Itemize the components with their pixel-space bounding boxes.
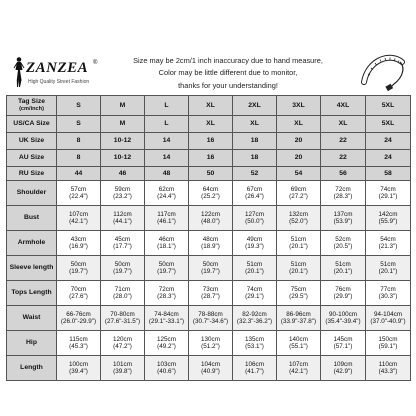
- size-row: [7, 150, 411, 167]
- notice-line: Color may be little different due to monitor,: [158, 68, 298, 78]
- measurement-cell: [366, 231, 411, 256]
- measurement-cell: [101, 331, 145, 356]
- measurement-cell: [233, 256, 277, 281]
- measurement-cell: [277, 231, 321, 256]
- inch-value: (40.9"): [201, 368, 220, 375]
- size-cell: XL: [189, 116, 233, 133]
- size-cell: S: [57, 116, 101, 133]
- measurement-row: [7, 256, 411, 281]
- measurement-cell: [57, 281, 101, 306]
- measurement-cell: [145, 256, 189, 281]
- cm-value: 150cm: [378, 335, 398, 343]
- size-cell: 5XL: [366, 96, 411, 116]
- measurement-cell: [321, 356, 366, 381]
- inch-value: (19.7"): [157, 268, 176, 275]
- inch-value: (27.2"): [289, 193, 308, 200]
- measurement-cell: [189, 231, 233, 256]
- inch-value: (45.3"): [69, 343, 88, 350]
- inch-value: (27.6"-31.5"): [104, 318, 141, 325]
- cm-value: 135cm: [245, 335, 264, 343]
- measurement-cell: [366, 281, 411, 306]
- measurement-cell: [321, 331, 366, 356]
- measurement-cell: [57, 306, 101, 331]
- inch-value: (51.2"): [201, 343, 220, 350]
- inch-value: (29.9"): [333, 293, 353, 300]
- size-cell: 2XL: [233, 96, 277, 116]
- inch-value: (20.1"): [378, 268, 398, 275]
- measurement-cell: [101, 206, 145, 231]
- cm-value: 67cm: [246, 185, 263, 193]
- measurement-row: [7, 206, 411, 231]
- measurement-cell: [101, 256, 145, 281]
- cm-value: 52cm: [335, 235, 351, 243]
- inch-value: (37.0"-40.9"): [370, 318, 406, 325]
- cm-value: 62cm: [158, 185, 175, 193]
- measurement-notice: [102, 55, 354, 92]
- cm-value: 43cm: [70, 235, 87, 243]
- tag-size-row: [7, 96, 411, 116]
- cm-value: 59cm: [114, 185, 131, 193]
- measurement-cell: [233, 331, 277, 356]
- measurement-cell: [277, 181, 321, 206]
- inch-value: (44.1"): [113, 218, 132, 225]
- inch-value: (29.1"): [378, 193, 398, 200]
- cm-value: 74cm: [246, 285, 263, 293]
- measurement-cell: [145, 281, 189, 306]
- inch-value: (41.7"): [245, 368, 264, 375]
- inch-value: (33.9"-37.8"): [280, 318, 317, 325]
- inch-value: (32.3"-36.2"): [236, 318, 273, 325]
- size-cell: 18: [233, 150, 277, 167]
- inch-value: (30.3"): [378, 293, 398, 300]
- size-cell: XL: [277, 116, 321, 133]
- inch-value: (20.1"): [333, 268, 353, 275]
- size-table: [6, 95, 411, 381]
- measurement-cell: [321, 256, 366, 281]
- measurement-label: Bust: [7, 206, 57, 231]
- inch-value: (27.6"): [69, 293, 88, 300]
- measurement-label: Tops Length: [7, 281, 57, 306]
- measurement-cell: [277, 281, 321, 306]
- size-cell: 24: [366, 150, 411, 167]
- measurement-cell: [233, 306, 277, 331]
- measurement-cell: [57, 206, 101, 231]
- measurement-row: [7, 181, 411, 206]
- measurement-cell: [321, 206, 366, 231]
- cm-value: 117cm: [157, 210, 176, 218]
- measurement-label: Sleeve length: [7, 256, 57, 281]
- measurement-cell: [189, 331, 233, 356]
- cm-value: 74cm: [380, 185, 396, 193]
- cm-value: 103cm: [157, 360, 176, 368]
- measurement-cell: [277, 256, 321, 281]
- size-cell: 14: [145, 150, 189, 167]
- measurement-row: [7, 331, 411, 356]
- inch-value: (49.2"): [157, 343, 176, 350]
- cm-value: 71cm: [114, 285, 131, 293]
- inch-value: (19.7"): [113, 268, 132, 275]
- inch-value: (20.1"): [245, 268, 264, 275]
- inch-value: (28.7"): [201, 293, 220, 300]
- measurement-row: [7, 281, 411, 306]
- header: [6, 52, 410, 94]
- inch-value: (20.5"): [333, 243, 353, 250]
- cm-value: 70cm: [70, 285, 87, 293]
- woman-silhouette-icon: [12, 56, 26, 88]
- size-cell: 22: [321, 133, 366, 150]
- measurement-cell: [145, 231, 189, 256]
- cm-value: 69cm: [290, 185, 307, 193]
- measurement-row: [7, 356, 411, 381]
- size-cell: 14: [145, 133, 189, 150]
- inch-value: (19.3"): [245, 243, 264, 250]
- inch-value: (24.4"): [157, 193, 176, 200]
- cm-value: 51cm: [335, 260, 351, 268]
- size-cell: 50: [189, 167, 233, 181]
- size-cell: XL: [321, 116, 366, 133]
- cm-value: 109cm: [333, 360, 353, 368]
- measurement-cell: [101, 281, 145, 306]
- size-cell: 16: [189, 133, 233, 150]
- cm-value: 49cm: [246, 235, 263, 243]
- size-cell: 8: [57, 150, 101, 167]
- measurement-cell: [101, 231, 145, 256]
- size-cell: M: [101, 116, 145, 133]
- inch-value: (39.4"): [69, 368, 88, 375]
- measuring-tape-icon: [360, 52, 408, 94]
- cm-value: 110cm: [378, 360, 398, 368]
- brand-logo: [8, 54, 104, 92]
- measurement-row: [7, 306, 411, 331]
- inch-value: (42.1"): [289, 368, 308, 375]
- size-cell: M: [101, 96, 145, 116]
- cm-value: 145cm: [333, 335, 353, 343]
- measurement-label: Armhole: [7, 231, 57, 256]
- measurement-cell: [189, 356, 233, 381]
- inch-value: (39.8"): [113, 368, 132, 375]
- brand-tagline: High Quality Street Fashion: [28, 79, 90, 85]
- cm-value: 127cm: [245, 210, 264, 218]
- inch-value: (18.1"): [157, 243, 176, 250]
- cm-value: 50cm: [70, 260, 87, 268]
- measurement-cell: [145, 181, 189, 206]
- measurement-cell: [277, 206, 321, 231]
- cm-value: 50cm: [202, 260, 219, 268]
- inch-value: (59.1"): [378, 343, 398, 350]
- notice-line: Size may be 2cm/1 inch inaccuracy due to hand measure,: [133, 56, 323, 65]
- measurement-cell: [366, 181, 411, 206]
- measurement-cell: [233, 231, 277, 256]
- size-cell: 54: [277, 167, 321, 181]
- cm-value: 72cm: [335, 185, 351, 193]
- inch-value: (28.0"): [113, 293, 132, 300]
- inch-value: (57.1"): [333, 343, 353, 350]
- size-cell: 10-12: [101, 150, 145, 167]
- size-row: [7, 133, 411, 150]
- inch-value: (29.1"): [245, 293, 264, 300]
- size-cell: 44: [57, 167, 101, 181]
- cm-value: 132cm: [289, 210, 308, 218]
- measurement-cell: [321, 306, 366, 331]
- cm-value: 112cm: [113, 210, 132, 218]
- cm-value: 51cm: [290, 235, 307, 243]
- inch-value: (29.5"): [289, 293, 308, 300]
- cm-value: 78-88cm: [198, 310, 223, 318]
- inch-value: (46.1"): [157, 218, 176, 225]
- measurement-cell: [277, 356, 321, 381]
- inch-value: (55.1"): [289, 343, 308, 350]
- measurement-cell: [277, 306, 321, 331]
- measurement-cell: [366, 206, 411, 231]
- size-cell: 20: [277, 150, 321, 167]
- cm-value: 54cm: [380, 235, 396, 243]
- inch-value: (28.3"): [333, 193, 353, 200]
- measurement-label: Shoulder: [7, 181, 57, 206]
- size-cell: 22: [321, 150, 366, 167]
- measurement-cell: [366, 331, 411, 356]
- measurement-cell: [366, 356, 411, 381]
- measurement-cell: [101, 181, 145, 206]
- row-label: Tag Size (cm/inch): [7, 96, 57, 116]
- inch-value: (23.2"): [113, 193, 132, 200]
- inch-value: (16.9"): [69, 243, 88, 250]
- cm-value: 51cm: [246, 260, 263, 268]
- cm-value: 137cm: [333, 210, 353, 218]
- cm-value: 51cm: [290, 260, 307, 268]
- size-cell: 48: [145, 167, 189, 181]
- measurement-cell: [233, 356, 277, 381]
- measurement-cell: [101, 306, 145, 331]
- inch-value: (21.3"): [378, 243, 398, 250]
- cm-value: 115cm: [69, 335, 88, 343]
- cm-value: 50cm: [158, 260, 175, 268]
- cm-value: 107cm: [289, 360, 308, 368]
- row-label: RU Size: [7, 167, 57, 181]
- cm-value: 140cm: [289, 335, 308, 343]
- inch-value: (50.0"): [245, 218, 264, 225]
- measurement-cell: [57, 231, 101, 256]
- measurement-cell: [145, 206, 189, 231]
- size-cell: XL: [189, 96, 233, 116]
- inch-value: (19.7"): [69, 268, 88, 275]
- measurement-cell: [366, 306, 411, 331]
- inch-value: (42.1"): [69, 218, 88, 225]
- size-cell: 4XL: [321, 96, 366, 116]
- row-label: AU Size: [7, 150, 57, 167]
- cm-value: 86-96cm: [286, 310, 311, 318]
- inch-value: (30.7"-34.6"): [192, 318, 229, 325]
- cm-value: 50cm: [114, 260, 131, 268]
- size-cell: 58: [366, 167, 411, 181]
- measurement-cell: [321, 281, 366, 306]
- measurement-label: Hip: [7, 331, 57, 356]
- measurement-cell: [189, 306, 233, 331]
- cm-value: 101cm: [113, 360, 132, 368]
- inch-value: (20.1"): [289, 243, 308, 250]
- measurement-cell: [233, 281, 277, 306]
- size-row: [7, 167, 411, 181]
- row-label: UK Size: [7, 133, 57, 150]
- cm-value: 45cm: [114, 235, 131, 243]
- measurement-cell: [145, 306, 189, 331]
- cm-value: 104cm: [201, 360, 220, 368]
- size-cell: 52: [233, 167, 277, 181]
- notice-line: thanks for your understanding!: [178, 80, 278, 90]
- measurement-cell: [189, 256, 233, 281]
- size-table-wrapper: [6, 95, 410, 407]
- cm-value: 66-76cm: [66, 310, 91, 318]
- measurement-label: Length: [7, 356, 57, 381]
- inch-value: (43.3"): [378, 368, 398, 375]
- brand-name: ZANZEA: [26, 60, 89, 76]
- size-cell: 16: [189, 150, 233, 167]
- cm-value: 77cm: [380, 285, 396, 293]
- cm-value: 100cm: [69, 360, 88, 368]
- inch-value: (20.1"): [289, 268, 308, 275]
- cm-value: 120cm: [113, 335, 132, 343]
- measurement-cell: [277, 331, 321, 356]
- measurement-cell: [145, 331, 189, 356]
- cm-value: 106cm: [245, 360, 264, 368]
- measurement-cell: [189, 281, 233, 306]
- size-cell: 5XL: [366, 116, 411, 133]
- inch-value: (19.7"): [201, 268, 220, 275]
- cm-value: 130cm: [201, 335, 220, 343]
- measurement-cell: [189, 181, 233, 206]
- cm-value: 48cm: [202, 235, 219, 243]
- cm-value: 107cm: [69, 210, 88, 218]
- inch-value: (28.3"): [157, 293, 176, 300]
- registered-mark: ®: [93, 60, 98, 66]
- inch-value: (17.7"): [113, 243, 132, 250]
- inch-value: (26.4"): [245, 193, 264, 200]
- measurement-cell: [366, 256, 411, 281]
- size-cell: 3XL: [277, 96, 321, 116]
- measurement-cell: [321, 231, 366, 256]
- inch-value: (48.0"): [201, 218, 220, 225]
- measurement-cell: [101, 356, 145, 381]
- inch-value: (35.4"-39.4"): [325, 318, 361, 325]
- inch-value: (53.9"): [333, 218, 353, 225]
- measurement-cell: [57, 331, 101, 356]
- cm-value: 75cm: [290, 285, 307, 293]
- cm-value: 72cm: [158, 285, 175, 293]
- inch-value: (18.9"): [201, 243, 220, 250]
- inch-value: (53.1"): [245, 343, 264, 350]
- size-cell: 56: [321, 167, 366, 181]
- inch-value: (42.9"): [333, 368, 353, 375]
- measurement-cell: [57, 256, 101, 281]
- inch-value: (47.2"): [113, 343, 132, 350]
- inch-value: (52.0"): [289, 218, 308, 225]
- inch-value: (26.0"-29.9"): [60, 318, 97, 325]
- measurement-cell: [321, 181, 366, 206]
- cm-value: 70-80cm: [110, 310, 135, 318]
- cm-value: 57cm: [70, 185, 87, 193]
- size-cell: L: [145, 116, 189, 133]
- inch-value: (55.9"): [378, 218, 398, 225]
- measurement-cell: [57, 181, 101, 206]
- size-cell: 8: [57, 133, 101, 150]
- measurement-row: [7, 231, 411, 256]
- cm-value: 46cm: [158, 235, 175, 243]
- size-cell: S: [57, 96, 101, 116]
- cm-value: 142cm: [378, 210, 398, 218]
- cm-value: 125cm: [157, 335, 176, 343]
- cm-value: 73cm: [202, 285, 219, 293]
- cm-value: 76cm: [335, 285, 351, 293]
- size-cell: L: [145, 96, 189, 116]
- cm-value: 64cm: [202, 185, 219, 193]
- cm-value: 51cm: [380, 260, 396, 268]
- measurement-cell: [233, 181, 277, 206]
- measurement-cell: [189, 206, 233, 231]
- cm-value: 74-84cm: [154, 310, 179, 318]
- measurement-cell: [233, 206, 277, 231]
- size-cell: 18: [233, 133, 277, 150]
- row-label: US/CA Size: [7, 116, 57, 133]
- inch-value: (25.2"): [201, 193, 220, 200]
- cm-value: 122cm: [201, 210, 220, 218]
- measurement-label: Waist: [7, 306, 57, 331]
- size-cell: XL: [233, 116, 277, 133]
- measurement-cell: [57, 356, 101, 381]
- size-row: [7, 116, 411, 133]
- cm-value: 94-104cm: [373, 310, 402, 318]
- size-cell: 20: [277, 133, 321, 150]
- inch-value: (29.1"-33.1"): [148, 318, 185, 325]
- size-cell: 24: [366, 133, 411, 150]
- size-cell: 10-12: [101, 133, 145, 150]
- measurement-cell: [145, 356, 189, 381]
- cm-value: 90-100cm: [328, 310, 357, 318]
- size-table-body: [7, 96, 411, 381]
- inch-value: (22.4"): [69, 193, 88, 200]
- inch-value: (40.6"): [157, 368, 176, 375]
- size-cell: 46: [101, 167, 145, 181]
- cm-value: 82-92cm: [242, 310, 267, 318]
